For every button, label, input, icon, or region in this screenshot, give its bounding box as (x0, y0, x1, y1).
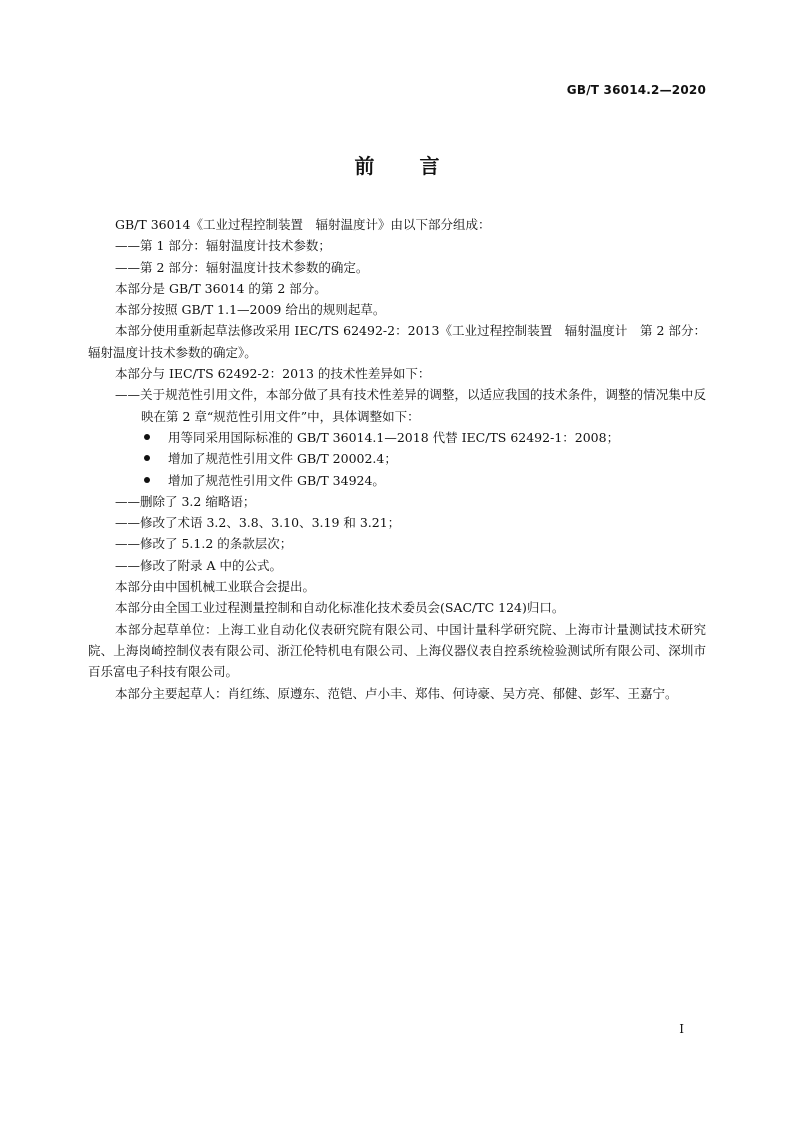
paragraph-drafting-units: 本部分起草单位：上海工业自动化仪表研究院有限公司、中国计量科学研究院、上海市计量测试技术研究院、上海岗崎控制仪表有限公司、浙江伦特机电有限公司、上海仪器仪表自控系统检验测试所有限公司、深圳市百乐富电子科技有限公司。 (88, 621, 706, 680)
list-item-modify-formula: ——修改了附录 A 中的公式。 (115, 557, 282, 573)
standard-number: GB/T 36014.2—2020 (566, 83, 706, 97)
paragraph-drafters: 本部分主要起草人：肖红练、原遵东、范铠、卢小丰、郑伟、何诗豪、吴方亮、郁健、彭军、王嘉宁。 (115, 685, 678, 701)
list-item-part2: ——第 2 部分：辐射温度计技术参数的确定。 (115, 259, 369, 275)
list-item-modify-terms: ——修改了术语 3.2、3.8、3.10、3.19 和 3.21； (115, 515, 401, 531)
bullet-text: 增加了规范性引用文件 GB/T 34924。 (168, 472, 385, 488)
paragraph-drafting-rule: 本部分按照 GB/T 1.1—2009 给出的规则起草。 (115, 302, 386, 318)
paragraph-differences: 本部分与 IEC/TS 62492-2：2013 的技术性差异如下： (115, 366, 431, 382)
bullet-icon (144, 477, 150, 483)
document-body (88, 214, 706, 704)
page-title: 前言 (354, 154, 485, 178)
list-item-part1: ——第 1 部分：辐射温度计技术参数； (115, 238, 331, 254)
bullet-icon (144, 455, 150, 461)
paragraph-committee: 本部分由全国工业过程测量控制和自动化标准化技术委员会(SAC/TC 124)归口。 (115, 600, 565, 616)
bullet-text: 用等同采用国际标准的 GB/T 36014.1—2018 代替 IEC/TS 62492-1：2008； (168, 429, 620, 445)
paragraph-composition: GB/T 36014《工业过程控制装置 辐射温度计》由以下部分组成： (115, 217, 491, 232)
list-item-delete-abbrev: ——删除了 3.2 缩略语； (115, 493, 256, 509)
bullet-item (88, 470, 706, 491)
page-number: I (679, 1022, 684, 1036)
bullet-text: 增加了规范性引用文件 GB/T 20002.4； (168, 451, 397, 467)
paragraph-proposer: 本部分由中国机械工业联合会提出。 (115, 579, 316, 595)
list-item-normative-references: ——关于规范性引用文件，本部分做了具有技术性差异的调整，以适应我国的技术条件，调整的情况集中反映在第 2 章“规范性引用文件”中，具体调整如下： (115, 387, 706, 424)
bullet-item (88, 448, 706, 469)
paragraph-adoption: 本部分使用重新起草法修改采用 IEC/TS 62492-2：2013《工业过程控制装置 辐射温度计 第 2 部分：辐射温度计技术参数的确定》。 (88, 323, 706, 360)
bullet-item (88, 427, 706, 448)
list-item-modify-clause: ——修改了 5.1.2 的条款层次； (115, 536, 293, 552)
paragraph-part-note: 本部分是 GB/T 36014 的第 2 部分。 (115, 280, 327, 296)
bullet-icon (144, 434, 150, 440)
